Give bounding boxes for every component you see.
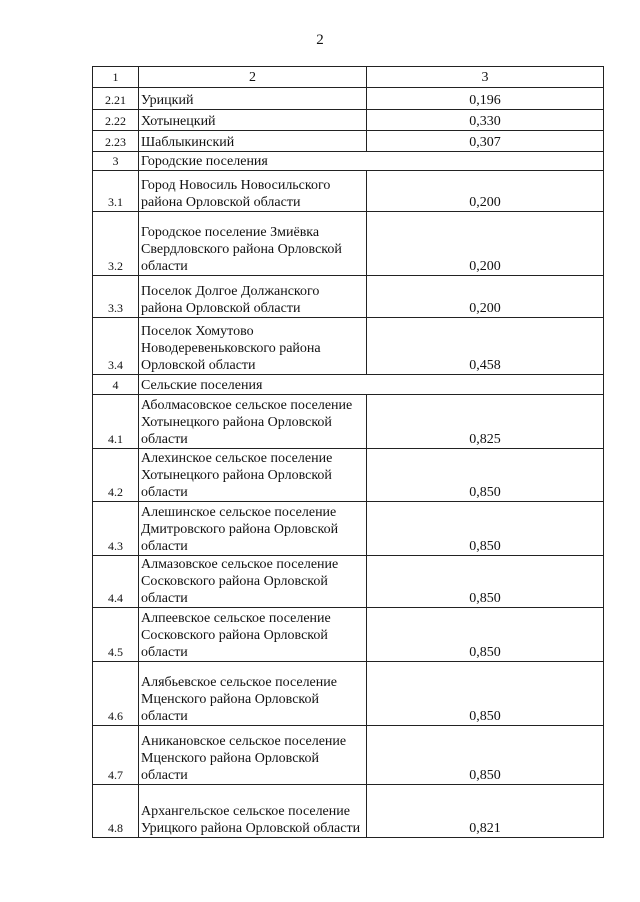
row-number: 4.5	[93, 608, 139, 662]
section-value	[367, 152, 604, 171]
row-value: 0,458	[367, 318, 604, 375]
section-number: 3	[93, 152, 139, 171]
row-value: 0,850	[367, 726, 604, 785]
row-number: 4.6	[93, 662, 139, 726]
header-col-2: 2	[139, 67, 367, 88]
row-number: 4.8	[93, 785, 139, 838]
table-row	[93, 556, 604, 608]
row-name: Архангельское сельское поселение Урицкого района Орловской области	[139, 785, 367, 838]
section-value	[367, 375, 604, 395]
table-row	[93, 785, 604, 838]
row-name: Аболмасовское сельское поселение Хотынецкого района Орловской области	[139, 395, 367, 449]
table-row	[93, 449, 604, 502]
row-number: 4.3	[93, 502, 139, 556]
row-name: Алмазовское сельское поселение Сосковского района Орловской области	[139, 556, 367, 608]
table-row	[93, 395, 604, 449]
row-number: 4.2	[93, 449, 139, 502]
row-number: 2.22	[93, 110, 139, 131]
row-number: 2.23	[93, 131, 139, 152]
row-value: 0,307	[367, 131, 604, 152]
row-name: Алпеевское сельское поселение Сосковского района Орловской области	[139, 608, 367, 662]
page-number: 2	[316, 32, 324, 48]
table-row	[93, 88, 604, 110]
row-value: 0,850	[367, 502, 604, 556]
table-row	[93, 131, 604, 152]
row-name: Алехинское сельское поселение Хотынецкого района Орловской области	[139, 449, 367, 502]
row-number: 4.1	[93, 395, 139, 449]
row-value: 0,850	[367, 608, 604, 662]
row-name: Аникановское сельское поселение Мценского района Орловской области	[139, 726, 367, 785]
row-value: 0,330	[367, 110, 604, 131]
row-value: 0,196	[367, 88, 604, 110]
row-number: 2.21	[93, 88, 139, 110]
coefficients-table	[92, 66, 604, 838]
row-number: 3.4	[93, 318, 139, 375]
row-value: 0,825	[367, 395, 604, 449]
row-name: Алешинское сельское поселение Дмитровского района Орловской области	[139, 502, 367, 556]
row-value: 0,200	[367, 276, 604, 318]
table-row	[93, 212, 604, 276]
section-row-rural	[93, 375, 604, 395]
section-title: Сельские поселения	[139, 375, 367, 395]
section-number: 4	[93, 375, 139, 395]
row-name: Поселок Хомутово Новодеревеньковского района Орловской области	[139, 318, 367, 375]
section-title: Городские поселения	[139, 152, 367, 171]
row-value: 0,850	[367, 449, 604, 502]
table-header-row	[93, 67, 604, 88]
row-number: 3.3	[93, 276, 139, 318]
row-name: Алябьевское сельское поселение Мценского района Орловской области	[139, 662, 367, 726]
row-value: 0,821	[367, 785, 604, 838]
table-row	[93, 608, 604, 662]
row-value: 0,200	[367, 212, 604, 276]
table-row	[93, 318, 604, 375]
row-number: 4.4	[93, 556, 139, 608]
row-number: 3.1	[93, 171, 139, 212]
table-row	[93, 502, 604, 556]
row-name: Поселок Долгое Должанского района Орловской области	[139, 276, 367, 318]
row-value: 0,850	[367, 556, 604, 608]
row-name: Урицкий	[139, 88, 367, 110]
row-name: Город Новосиль Новосильского района Орловской области	[139, 171, 367, 212]
table-row	[93, 662, 604, 726]
row-name: Городское поселение Змиёвка Свердловского района Орловской области	[139, 212, 367, 276]
row-value: 0,850	[367, 662, 604, 726]
row-name: Хотынецкий	[139, 110, 367, 131]
row-number: 4.7	[93, 726, 139, 785]
row-number: 3.2	[93, 212, 139, 276]
section-row-urban	[93, 152, 604, 171]
table-row	[93, 276, 604, 318]
table-row	[93, 110, 604, 131]
table-row	[93, 726, 604, 785]
row-name: Шаблыкинский	[139, 131, 367, 152]
table-row	[93, 171, 604, 212]
header-col-1: 1	[93, 67, 139, 88]
header-col-3: 3	[367, 67, 604, 88]
row-value: 0,200	[367, 171, 604, 212]
